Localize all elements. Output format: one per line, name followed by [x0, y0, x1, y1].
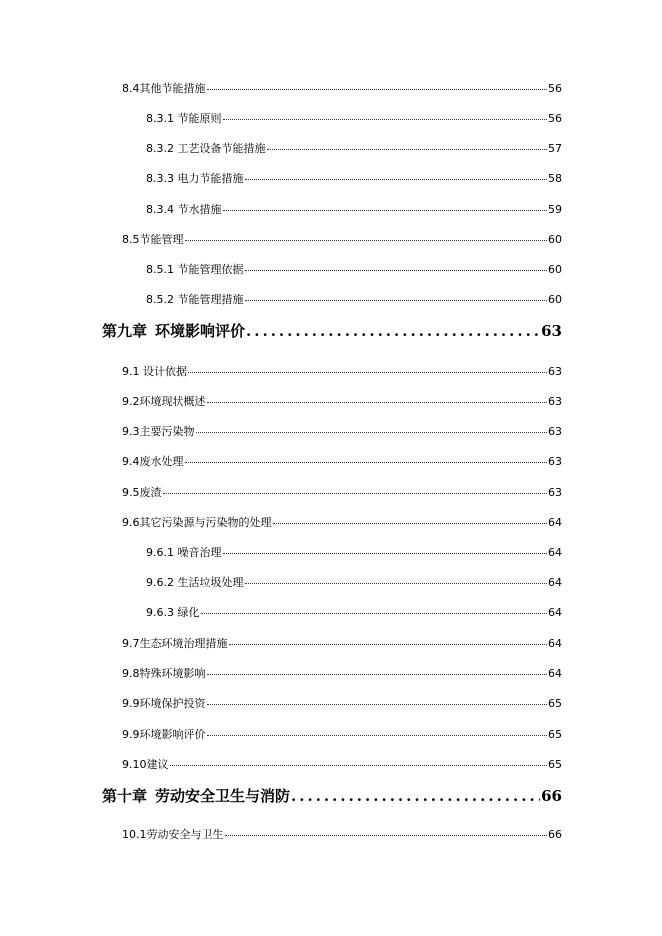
toc-entry-page: 56: [548, 82, 562, 95]
toc-entry-title: 9.10建议: [122, 758, 169, 771]
toc-chapter-entry[interactable]: [102, 320, 562, 342]
dot-leader: [223, 119, 548, 120]
toc-entry[interactable]: [146, 291, 562, 307]
toc-chapter-title: [102, 320, 245, 341]
toc-entry[interactable]: [146, 574, 562, 590]
toc-entry-page: 57: [548, 142, 562, 155]
dot-leader: [245, 300, 548, 301]
toc-entry-title: 9.6.3 绿化: [146, 606, 200, 619]
toc-entry-title: 8.4其他节能措施: [122, 82, 206, 95]
toc-entry-page: 65: [548, 728, 562, 741]
toc-entry-title: 10.1劳动安全与卫生: [122, 828, 224, 841]
toc-entry-page: 60: [548, 293, 562, 306]
toc-entry[interactable]: [122, 363, 562, 379]
dot-leader: [267, 149, 548, 150]
dot-leader: [245, 583, 548, 584]
toc-entry[interactable]: [146, 110, 562, 126]
toc-entry-title: 9.6其它污染源与污染物的处理: [122, 516, 272, 529]
toc-entry[interactable]: [122, 231, 562, 247]
dot-leader: [207, 402, 548, 403]
toc-entry[interactable]: [146, 544, 562, 560]
dot-leader: [207, 89, 548, 90]
toc-chapter-entry[interactable]: [102, 785, 562, 807]
toc-entry[interactable]: [146, 201, 562, 217]
toc-entry-page: 58: [548, 172, 562, 185]
toc-entry-page: 60: [548, 233, 562, 246]
toc-entry[interactable]: [122, 665, 562, 681]
toc-entry-page: 59: [548, 203, 562, 216]
toc-entry-page: 64: [548, 637, 562, 650]
chapter-label: 劳动安全卫生与消防: [155, 787, 291, 805]
dot-leader: [225, 835, 548, 836]
toc-entry-page: 65: [548, 697, 562, 710]
toc-entry[interactable]: [146, 261, 562, 277]
toc-entry-title: 8.3.1 节能原则: [146, 112, 222, 125]
toc-entry[interactable]: [122, 423, 562, 439]
dot-leader: [245, 270, 548, 271]
toc-entry-page: 63: [548, 455, 562, 468]
dot-leader: [229, 644, 548, 645]
toc-entry-page: 64: [548, 516, 562, 529]
dot-leader: [246, 322, 540, 340]
toc-entry-page: 56: [548, 112, 562, 125]
toc-entry-title: 9.8特殊环境影响: [122, 667, 206, 680]
toc-entry[interactable]: [146, 140, 562, 156]
toc-entry-page: 66: [548, 828, 562, 841]
dot-leader: [196, 432, 548, 433]
dot-leader: [207, 704, 548, 705]
dot-leader: [185, 462, 548, 463]
toc-entry-title: 9.9环境保护投资: [122, 697, 206, 710]
toc-entry-title: 9.6.2 生活垃圾处理: [146, 576, 244, 589]
dot-leader: [163, 493, 548, 494]
toc-entry-title: 9.6.1 噪音治理: [146, 546, 222, 559]
dot-leader: [273, 523, 548, 524]
toc-entry[interactable]: [122, 726, 562, 742]
dot-leader: [185, 240, 548, 241]
toc-entry-page: 63: [541, 322, 562, 340]
dot-leader: [223, 553, 548, 554]
toc-entry[interactable]: [122, 514, 562, 530]
toc-entry[interactable]: [146, 604, 562, 620]
toc-entry[interactable]: [122, 453, 562, 469]
toc-entry[interactable]: [122, 80, 562, 96]
toc-entry-page: 64: [548, 606, 562, 619]
toc-entry[interactable]: [122, 756, 562, 772]
toc-entry-page: 64: [548, 546, 562, 559]
dot-leader: [207, 674, 548, 675]
toc-entry-title: 9.4废水处理: [122, 455, 184, 468]
dot-leader: [188, 372, 547, 373]
toc-entry-page: 60: [548, 263, 562, 276]
toc-entry-title: 9.1 设计依据: [122, 365, 187, 378]
toc-entry-title: 9.5废渣: [122, 486, 162, 499]
toc-entry-title: 8.5.1 节能管理依据: [146, 263, 244, 276]
toc-entry-title: 8.3.4 节水措施: [146, 203, 222, 216]
toc-chapter-title: [102, 785, 290, 806]
toc-entry-title: 8.3.2 工艺设备节能措施: [146, 142, 266, 155]
dot-leader: [223, 210, 548, 211]
toc-entry[interactable]: [122, 695, 562, 711]
dot-leader: [170, 765, 548, 766]
toc-entry-page: 63: [548, 395, 562, 408]
toc-entry-title: 9.7生态环境治理措施: [122, 637, 228, 650]
toc-entry-page: 64: [548, 667, 562, 680]
toc-entry-title: 9.3主要污染物: [122, 425, 195, 438]
toc-entry-title: 9.9环境影响评价: [122, 728, 206, 741]
toc-entry-page: 63: [548, 425, 562, 438]
toc-entry-title: 9.2环境现状概述: [122, 395, 206, 408]
dot-leader: [207, 735, 548, 736]
dot-leader: [291, 787, 540, 805]
toc-entry[interactable]: [122, 484, 562, 500]
dot-leader: [245, 179, 548, 180]
toc-entry-page: 63: [548, 486, 562, 499]
toc-entry-title: 8.5.2 节能管理措施: [146, 293, 244, 306]
toc-entry-title: 8.3.3 电力节能措施: [146, 172, 244, 185]
toc-entry[interactable]: [122, 393, 562, 409]
toc-entry-page: 63: [548, 365, 562, 378]
toc-entry[interactable]: [146, 170, 562, 186]
toc-entry-page: 64: [548, 576, 562, 589]
toc-entry-title: 8.5节能管理: [122, 233, 184, 246]
chapter-label: 环境影响评价: [155, 322, 246, 340]
toc-entry-page: 66: [541, 787, 562, 805]
toc-entry[interactable]: [122, 635, 562, 651]
toc-entry[interactable]: [122, 826, 562, 842]
chapter-number: 第十章: [102, 787, 148, 805]
dot-leader: [201, 613, 548, 614]
toc-entry-page: 65: [548, 758, 562, 771]
chapter-number: 第九章: [102, 322, 148, 340]
